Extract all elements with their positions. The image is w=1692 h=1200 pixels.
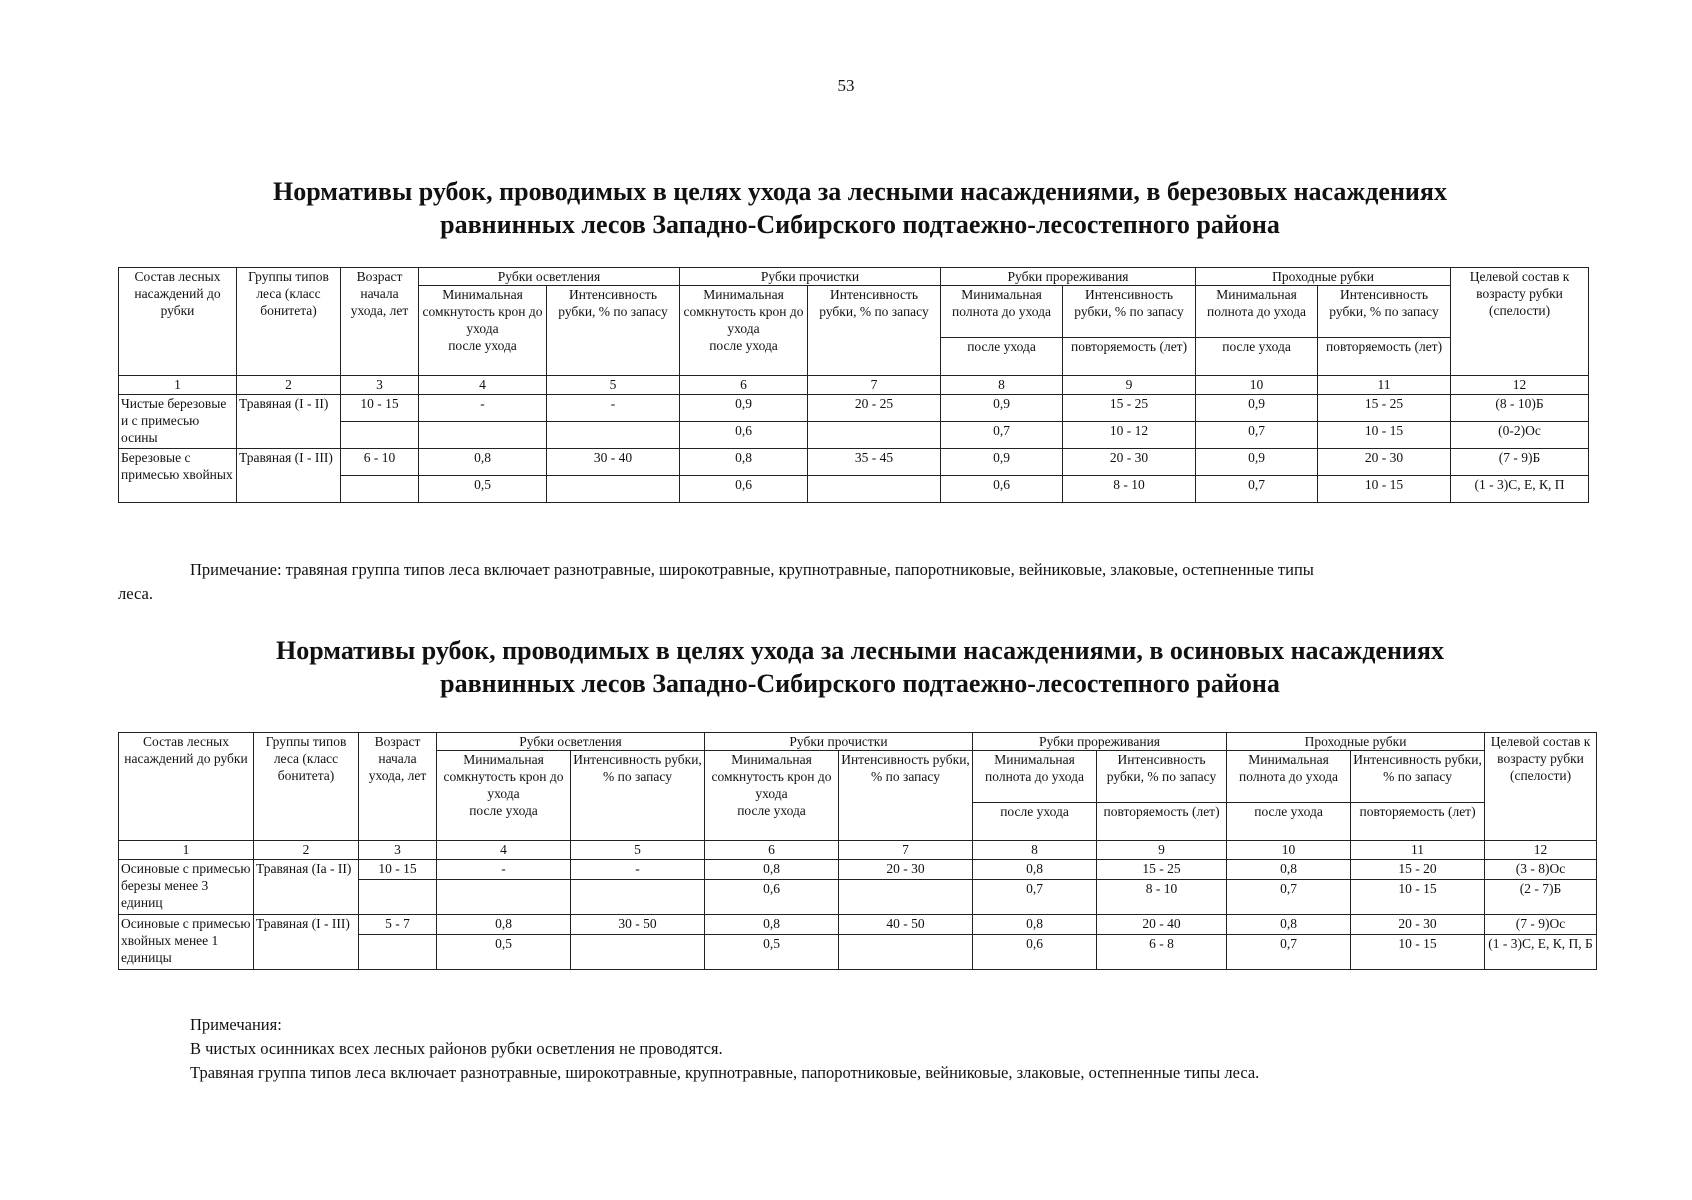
age-cell: 10 - 15 (341, 395, 419, 422)
section2-notes (190, 1013, 1590, 1085)
table-cell (419, 422, 547, 449)
column-number: 8 (973, 841, 1097, 860)
column-number: 9 (1063, 376, 1196, 395)
age-cell: 6 - 10 (341, 449, 419, 476)
table-cell: 0,6 (941, 476, 1063, 503)
table-cell: 20 - 30 (1318, 449, 1451, 476)
header-repeatability: повторяемость (лет) (1318, 337, 1451, 376)
column-number: 7 (839, 841, 973, 860)
column-number: 5 (571, 841, 705, 860)
column-number: 9 (1097, 841, 1227, 860)
section1-title-line1: Нормативы рубок, проводимых в целях ухода за лесными насаждениями, в березовых насаждениях (273, 177, 1447, 206)
page-number: 53 (837, 76, 855, 95)
header-group-osvetleniya: Рубки осветления (437, 733, 705, 751)
table-cell: 0,7 (1227, 935, 1351, 970)
header-group-prohodnye: Проходные рубки (1196, 268, 1451, 286)
column-number: 3 (341, 376, 419, 395)
table-cell: 20 - 30 (1351, 915, 1485, 935)
table-cell: 0,6 (705, 880, 839, 915)
table-cell: 0,8 (705, 915, 839, 935)
table-cell: 0,9 (1196, 449, 1318, 476)
table-cell (359, 880, 437, 915)
table-cell: 0,6 (680, 422, 808, 449)
column-number: 7 (808, 376, 941, 395)
table-cell (437, 880, 571, 915)
column-number: 6 (705, 841, 839, 860)
table-cell: 0,5 (705, 935, 839, 970)
table-cell (547, 476, 680, 503)
composition-cell: Осиновые с примесью хвойных менее 1 единицы (119, 915, 254, 970)
header-repeatability: повторяемость (лет) (1097, 802, 1227, 841)
header-after-care: после ухода (705, 802, 839, 841)
header-group-prohodnye: Проходные рубки (1227, 733, 1485, 751)
table-cell (839, 935, 973, 970)
table-cell: 20 - 30 (839, 860, 973, 880)
table-cell: 0,8 (973, 860, 1097, 880)
column-numbers-row (119, 376, 1589, 395)
table-cell: 30 - 50 (571, 915, 705, 935)
header-after-care: после ухода (419, 337, 547, 376)
table-cell: 0,7 (973, 880, 1097, 915)
table-row (119, 395, 1589, 422)
table-cell: 0,8 (419, 449, 547, 476)
table-cell: 0,9 (1196, 395, 1318, 422)
header-min-density: Минимальная полнота до ухода (973, 751, 1097, 803)
table-header-row (119, 733, 1597, 751)
column-number: 10 (1196, 376, 1318, 395)
header-min-density: Минимальная полнота до ухода (1196, 286, 1318, 338)
header-after-care: после ухода (680, 337, 808, 376)
table-cell: 20 - 30 (1063, 449, 1196, 476)
header-after-care: после ухода (1196, 337, 1318, 376)
header-intensity: Интенсивность рубки, % по запасу (571, 751, 705, 841)
table-cell: 10 - 15 (1351, 880, 1485, 915)
header-group-osvetleniya: Рубки осветления (419, 268, 680, 286)
table-cell: (7 - 9)Б (1451, 449, 1589, 476)
column-number: 5 (547, 376, 680, 395)
header-after-care: после ухода (1227, 802, 1351, 841)
table-cell: (2 - 7)Б (1485, 880, 1597, 915)
table-cell: - (437, 860, 571, 880)
table-cell: - (547, 395, 680, 422)
forest-type-cell: Травяная (I - II) (237, 395, 341, 449)
table-cell: (7 - 9)Ос (1485, 915, 1597, 935)
forest-type-cell: Травяная (I - III) (254, 915, 359, 970)
header-group-prorezhivaniya: Рубки прореживания (973, 733, 1227, 751)
header-forest-type: Группы типов леса (класс бонитета) (237, 268, 341, 376)
table-row (119, 915, 1597, 935)
table-cell: 10 - 15 (1318, 476, 1451, 503)
table-cell: 0,5 (419, 476, 547, 503)
header-intensity: Интенсивность рубки, % по запасу (1318, 286, 1451, 338)
column-number: 2 (254, 841, 359, 860)
table-cell: 20 - 25 (808, 395, 941, 422)
table-cell: 0,9 (941, 449, 1063, 476)
composition-cell: Березовые с примесью хвойных (119, 449, 237, 503)
table-cell: 10 - 15 (1351, 935, 1485, 970)
column-number: 10 (1227, 841, 1351, 860)
table-cell: (0-2)Ос (1451, 422, 1589, 449)
section1-title (130, 175, 1590, 241)
table-row (119, 860, 1597, 880)
birch-norms-table (118, 267, 1589, 503)
header-group-prorezhivaniya: Рубки прореживания (941, 268, 1196, 286)
column-number: 1 (119, 376, 237, 395)
table-cell: - (571, 860, 705, 880)
header-after-care: после ухода (941, 337, 1063, 376)
composition-cell: Чистые березовые и с примесью осины (119, 395, 237, 449)
header-group-prochistki: Рубки прочистки (680, 268, 941, 286)
header-min-crown: Минимальная сомкнутость крон до ухода (680, 286, 808, 338)
table-cell: 0,8 (437, 915, 571, 935)
header-min-density: Минимальная полнота до ухода (941, 286, 1063, 338)
table-cell: 0,8 (973, 915, 1097, 935)
table-cell (359, 935, 437, 970)
column-numbers-row (119, 841, 1597, 860)
table-cell (571, 880, 705, 915)
header-intensity: Интенсивность рубки, % по запасу (1063, 286, 1196, 338)
section1-note-line2: леса. (118, 584, 153, 603)
table-cell: 15 - 20 (1351, 860, 1485, 880)
column-number: 4 (437, 841, 571, 860)
table-cell: 0,8 (680, 449, 808, 476)
table-cell: 0,8 (1227, 860, 1351, 880)
table-cell: 8 - 10 (1097, 880, 1227, 915)
table-cell: 10 - 12 (1063, 422, 1196, 449)
table-cell (341, 422, 419, 449)
table-cell: - (419, 395, 547, 422)
table-cell: 30 - 40 (547, 449, 680, 476)
table-cell: 40 - 50 (839, 915, 973, 935)
header-min-crown: Минимальная сомкнутость крон до ухода (437, 751, 571, 803)
table-cell (839, 880, 973, 915)
header-start-age: Возраст начала ухода, лет (341, 268, 419, 376)
forest-type-cell: Травяная (Iа - II) (254, 860, 359, 915)
header-intensity: Интенсивность рубки, % по запасу (808, 286, 941, 376)
composition-cell: Осиновые с примесью березы менее 3 единиц (119, 860, 254, 915)
table-row (119, 449, 1589, 476)
header-composition: Состав лесных насаждений до рубки (119, 268, 237, 376)
table-cell: 0,9 (680, 395, 808, 422)
header-start-age: Возраст начала ухода, лет (359, 733, 437, 841)
column-number: 11 (1351, 841, 1485, 860)
table-cell: 15 - 25 (1097, 860, 1227, 880)
header-min-crown: Минимальная сомкнутость крон до ухода (705, 751, 839, 803)
table-cell: 0,7 (1196, 476, 1318, 503)
header-group-prochistki: Рубки прочистки (705, 733, 973, 751)
table-cell: (1 - 3)С, Е, К, П (1451, 476, 1589, 503)
table-cell: 0,7 (941, 422, 1063, 449)
table-cell: (1 - 3)С, Е, К, П, Б (1485, 935, 1597, 970)
header-after-care: после ухода (973, 802, 1097, 841)
column-number: 11 (1318, 376, 1451, 395)
table-cell: 0,5 (437, 935, 571, 970)
column-number: 2 (237, 376, 341, 395)
header-intensity: Интенсивность рубки, % по запасу (1097, 751, 1227, 803)
table-header-row (119, 268, 1589, 286)
table-cell: 0,8 (705, 860, 839, 880)
column-number: 3 (359, 841, 437, 860)
section2-note-line1: В чистых осинниках всех лесных районов рубки осветления не проводятся. (190, 1039, 723, 1058)
column-number: 8 (941, 376, 1063, 395)
table-cell: 6 - 8 (1097, 935, 1227, 970)
column-number: 12 (1451, 376, 1589, 395)
age-cell: 10 - 15 (359, 860, 437, 880)
section2-title-line2: равнинных лесов Западно-Сибирского подтаежно-лесостепного района (440, 669, 1280, 698)
table-cell: 0,8 (1227, 915, 1351, 935)
column-number: 1 (119, 841, 254, 860)
header-repeatability: повторяемость (лет) (1063, 337, 1196, 376)
header-intensity: Интенсивность рубки, % по запасу (1351, 751, 1485, 803)
table-cell: 0,6 (680, 476, 808, 503)
header-intensity: Интенсивность рубки, % по запасу (547, 286, 680, 376)
header-forest-type: Группы типов леса (класс бонитета) (254, 733, 359, 841)
table-cell: 0,7 (1196, 422, 1318, 449)
column-number: 12 (1485, 841, 1597, 860)
section2-title-line1: Нормативы рубок, проводимых в целях ухода за лесными насаждениями, в осиновых насаждениях (276, 636, 1444, 665)
age-cell: 5 - 7 (359, 915, 437, 935)
header-target-composition: Целевой состав к возрасту рубки (спелости) (1485, 733, 1597, 841)
header-target-composition: Целевой состав к возрасту рубки (спелости) (1451, 268, 1589, 376)
table-cell: 0,6 (973, 935, 1097, 970)
header-min-crown: Минимальная сомкнутость крон до ухода (419, 286, 547, 338)
table-cell: (3 - 8)Ос (1485, 860, 1597, 880)
table-cell (571, 935, 705, 970)
table-cell: 15 - 25 (1063, 395, 1196, 422)
table-cell (547, 422, 680, 449)
table-cell (808, 476, 941, 503)
table-cell: (8 - 10)Б (1451, 395, 1589, 422)
table-cell: 15 - 25 (1318, 395, 1451, 422)
table-cell: 8 - 10 (1063, 476, 1196, 503)
table-cell (341, 476, 419, 503)
section1-note (118, 558, 1588, 606)
header-min-density: Минимальная полнота до ухода (1227, 751, 1351, 803)
table-cell: 35 - 45 (808, 449, 941, 476)
table-cell: 0,9 (941, 395, 1063, 422)
table-cell (808, 422, 941, 449)
table-cell: 0,7 (1227, 880, 1351, 915)
section2-notes-title: Примечания: (190, 1015, 282, 1034)
header-repeatability: повторяемость (лет) (1351, 802, 1485, 841)
header-after-care: после ухода (437, 802, 571, 841)
section1-title-line2: равнинных лесов Западно-Сибирского подтаежно-лесостепного района (440, 210, 1280, 239)
aspen-norms-table (118, 732, 1597, 970)
header-composition: Состав лесных насаждений до рубки (119, 733, 254, 841)
table-cell: 10 - 15 (1318, 422, 1451, 449)
column-number: 6 (680, 376, 808, 395)
forest-type-cell: Травяная (I - III) (237, 449, 341, 503)
section2-note-line2: Травяная группа типов леса включает разнотравные, широкотравные, крупнотравные, папоротниковые, вейниковые, злаковые, остепненные типы леса. (190, 1063, 1260, 1082)
table-cell: 20 - 40 (1097, 915, 1227, 935)
section2-title (130, 634, 1590, 700)
section1-note-line1: Примечание: травяная группа типов леса включает разнотравные, широкотравные, крупнотравные, папоротниковые, вейниковые, злаковые, остепненные типы (190, 560, 1314, 579)
header-intensity: Интенсивность рубки, % по запасу (839, 751, 973, 841)
column-number: 4 (419, 376, 547, 395)
